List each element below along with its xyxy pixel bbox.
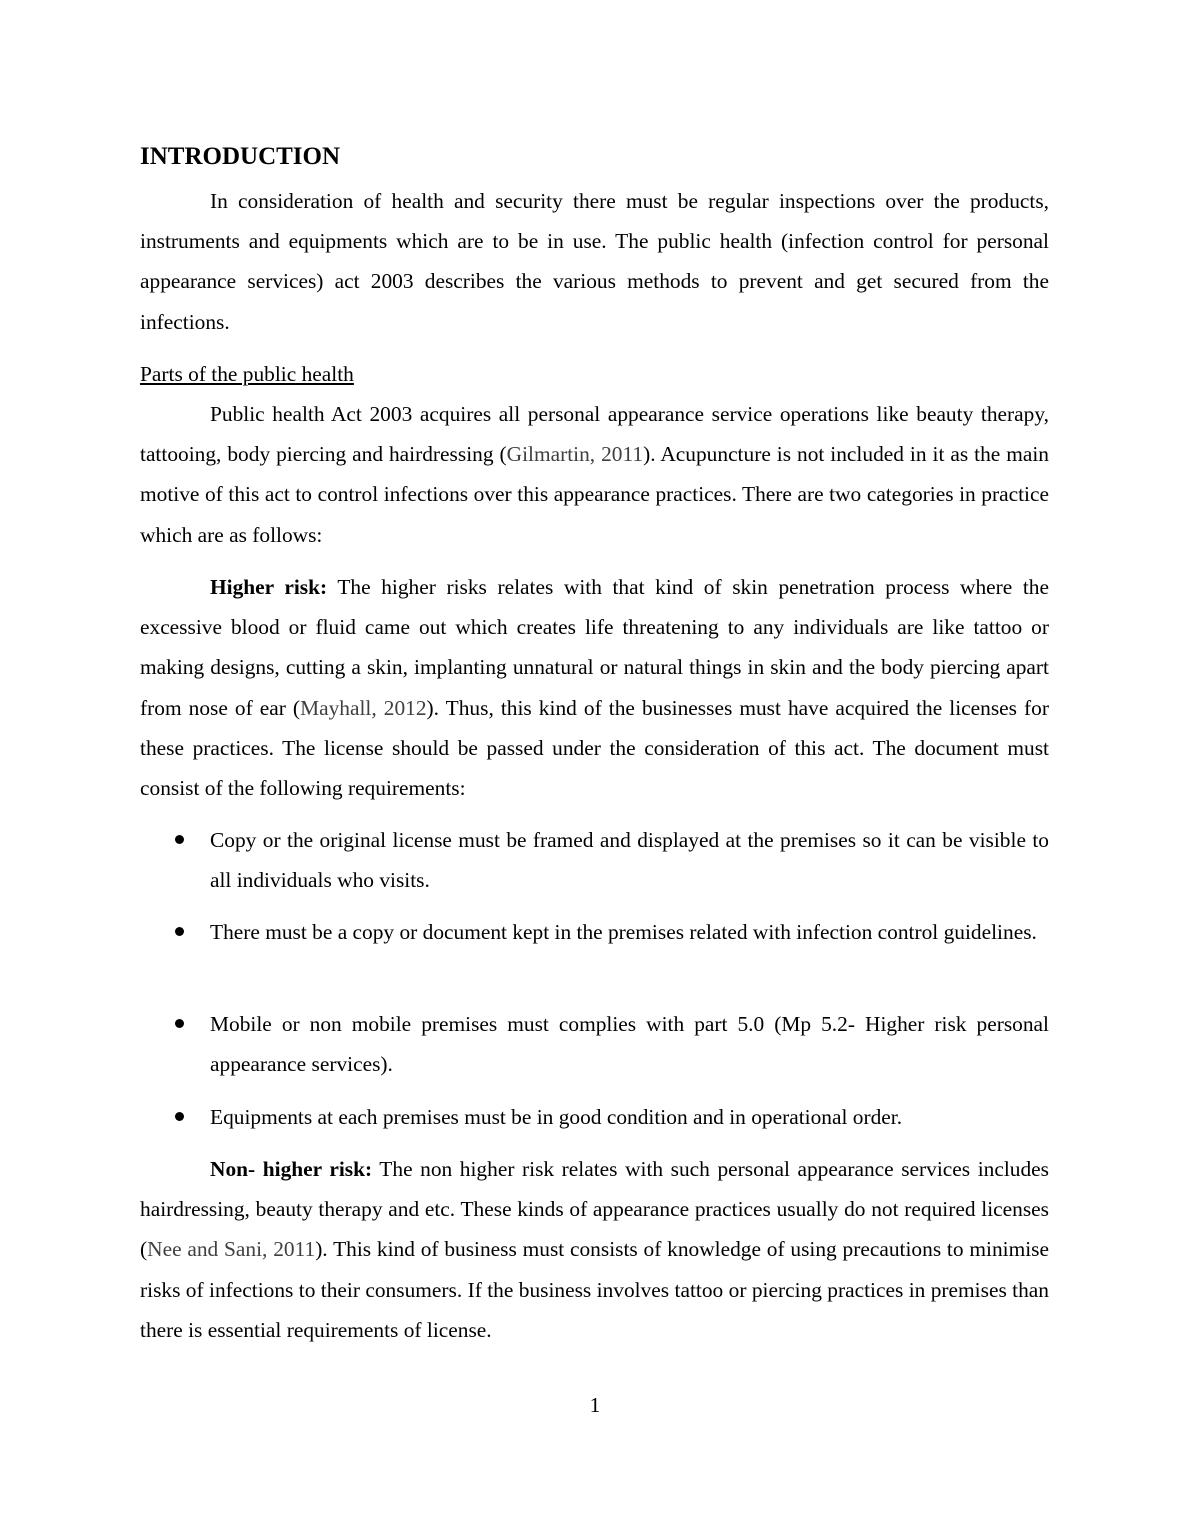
citation-nee-sani: Nee and Sani, 2011	[147, 1237, 316, 1262]
list-item-text: There must be a copy or document kept in the premises related with infection control guidelines.	[210, 920, 1037, 944]
bullet-icon	[175, 927, 184, 936]
non-higher-risk-text-after: ). This kind of business must consists of knowledge of using precautions to minimise risks of infections to their consumers. If the business involves tattoo or piercing practices in premises than there is essential requirements of license.	[140, 1237, 1049, 1342]
non-higher-risk-label: Non- higher risk:	[210, 1157, 373, 1181]
non-higher-risk-text-before: The non higher risk relates with such personal appearance services includes hairdressing, beauty therapy and etc. These kinds of appearance practices usually do not required licenses (	[140, 1157, 1049, 1262]
higher-risk-text-after: ). Thus, this kind of the businesses must have acquired the licenses for these practices. The license should be passed under the consideration of this act. The document must consist of the following requirements:	[140, 695, 1049, 801]
bullet-icon	[175, 835, 184, 844]
parts-paragraph	[140, 394, 1049, 555]
list-item-text: Mobile or non mobile premises must complies with part 5.0 (Mp 5.2- Higher risk personal appearance services).	[210, 1012, 1049, 1077]
list-item-text: Copy or the original license must be framed and displayed at the premises so it can be visible to all individuals who visits.	[210, 828, 1049, 893]
list-item	[140, 820, 1049, 900]
parts-text-before: Public health Act 2003 acquires all personal appearance service operations like beauty therapy, tattooing, body piercing and hairdressing (	[140, 402, 1049, 467]
subsection-heading: Parts of the public health	[140, 362, 354, 386]
higher-risk-text-before: The higher risks relates with that kind of skin penetration process where the excessive blood or fluid came out which creates life threatening to any individuals are like tattoo or making designs, cutting a skin, implanting unnatural or natural things in skin and the body piercing apart from nose of ear (	[140, 575, 1049, 720]
page-number: 1	[589, 1393, 601, 1417]
bullet-icon	[175, 1019, 184, 1028]
citation-gilmartin: Gilmartin, 2011	[506, 442, 644, 467]
non-higher-risk-paragraph	[140, 1149, 1049, 1350]
parts-text-after: ). Acupuncture is not included in it as the main motive of this act to control infections over this appearance practices. There are two categories in practice which are as follows:	[140, 442, 1049, 547]
intro-paragraph: In consideration of health and security there must be regular inspections over the products, instruments and equipments which are to be in use. The public health (infection control for personal appearance services) act 2003 describes the various methods to prevent and get secured from the infections.	[140, 189, 1049, 334]
list-item	[140, 1097, 1049, 1137]
list-item	[140, 912, 1049, 952]
bullet-icon	[175, 1112, 184, 1121]
higher-risk-label: Higher risk:	[210, 575, 328, 599]
section-heading: INTRODUCTION	[140, 143, 341, 170]
higher-risk-paragraph	[140, 567, 1049, 808]
list-item	[140, 1004, 1049, 1084]
list-item-text: Equipments at each premises must be in good condition and in operational order.	[210, 1105, 903, 1129]
citation-mayhall: Mayhall, 2012	[300, 695, 427, 720]
